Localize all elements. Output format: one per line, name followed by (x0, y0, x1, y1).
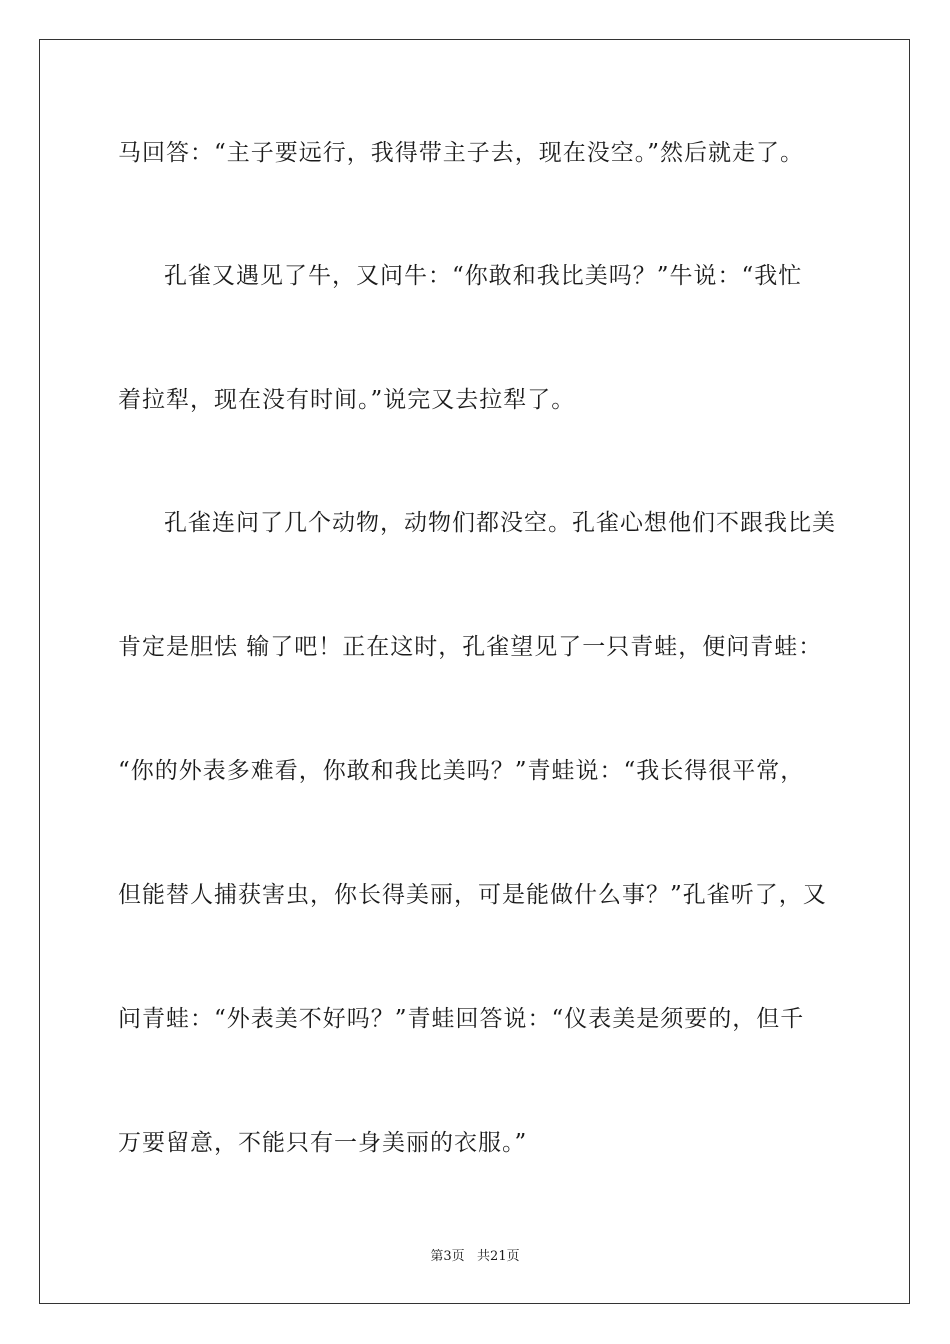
page-number-footer: 第3页 共21页 (430, 1249, 520, 1264)
paragraph-line: 着拉犁，现在没有时间。”说完又去拉犁了。 (118, 387, 576, 413)
paragraph-line: 孔雀连问了几个动物，动物们都没空。孔雀心想他们不跟我比美 (164, 510, 836, 536)
paragraph-line: 但能替人捕获害虫，你长得美丽，可是能做什么事？”孔雀听了，又 (118, 882, 827, 908)
paragraph-line: 问青蛙：“外表美不好吗？”青蛙回答说：“仪表美是须要的，但千 (118, 1006, 805, 1032)
paragraph-line: 肯定是胆怯 输了吧！正在这时，孔雀望见了一只青蛙，便问青蛙： (118, 634, 823, 660)
paragraph-line: 万要留意，不能只有一身美丽的衣服。” (118, 1130, 528, 1156)
paragraph-line: “你的外表多难看，你敢和我比美吗？”青蛙说：“我长得很平常， (118, 758, 805, 784)
paragraph-line: 孔雀又遇见了牛，又问牛：“你敢和我比美吗？”牛说：“我忙 (164, 263, 803, 289)
paragraph-line: 马回答：“主子要远行，我得带主子去，现在没空。”然后就走了。 (118, 140, 805, 166)
page-border (39, 39, 910, 1304)
